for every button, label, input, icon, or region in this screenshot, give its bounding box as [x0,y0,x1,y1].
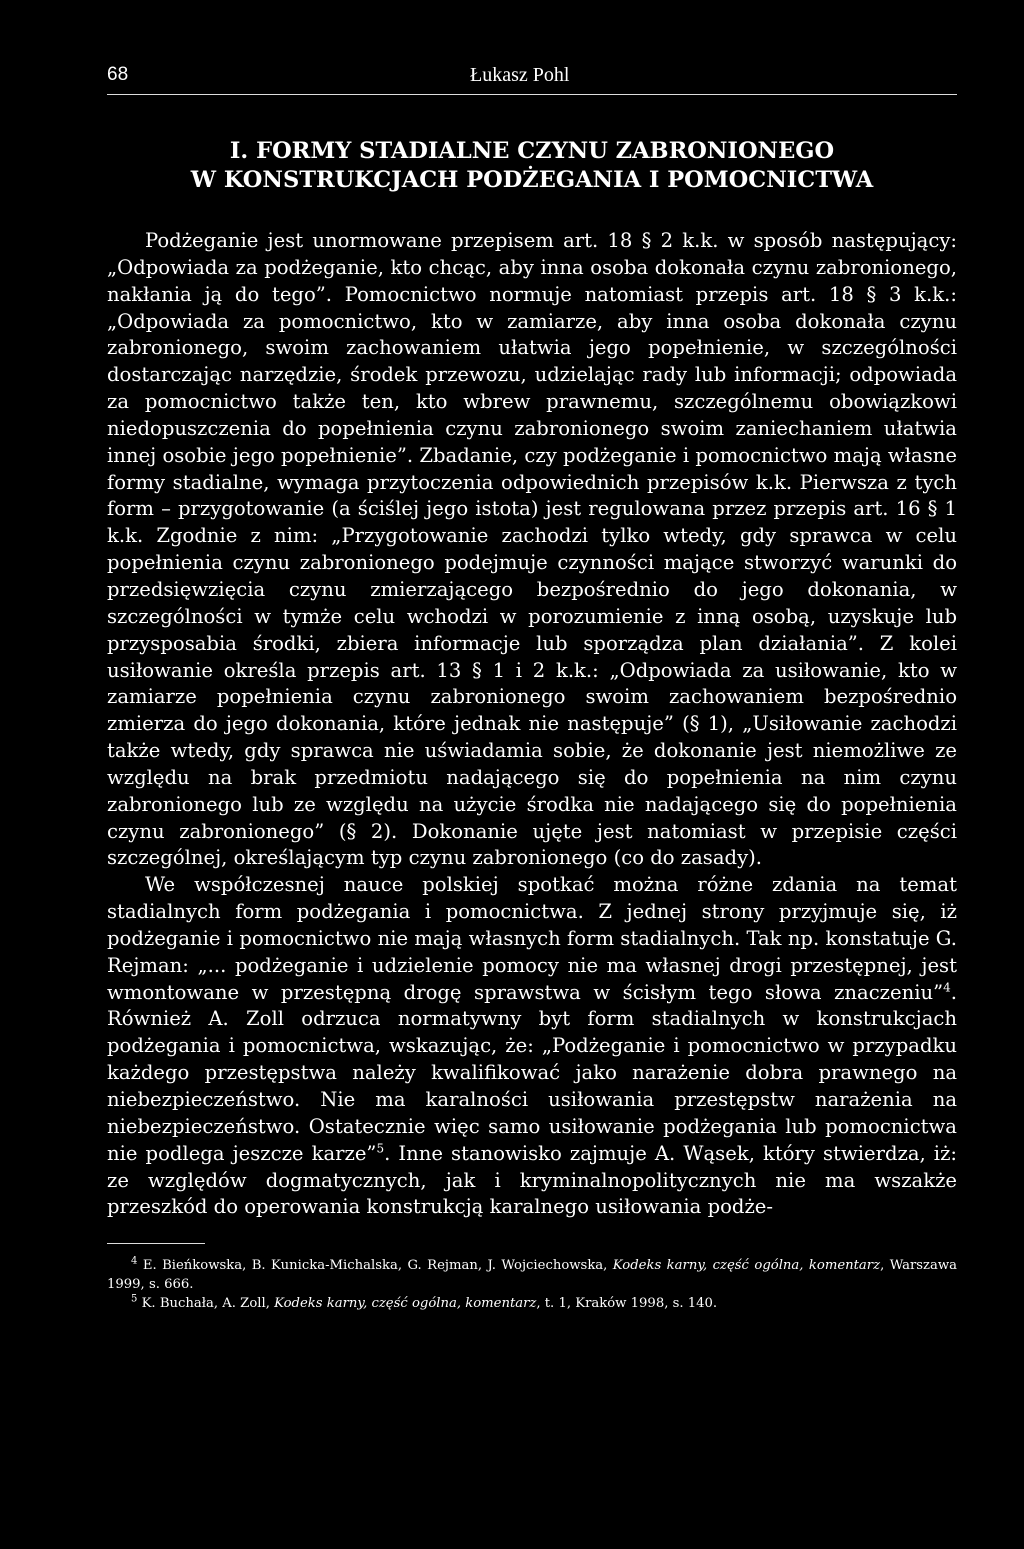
footnote-divider [107,1243,205,1244]
footnote-ref-4: 4 [943,980,951,995]
footnote-4-imprint: , Warszawa 1999, s. 666. [107,1258,957,1293]
paragraph-2-text-a: We współczesnej nauce polskiej spotkać można różne zdania na temat stadialnych form podżegania i pomocnictwa. Z jednej strony przyjmuje się, iż podżeganie i pomocnictwo nie mają własnych form stadialnych. Tak np. konstatuje G. Rejman: „... podżeganie i udzielenie pomocy nie ma własnej drogi przestępnej, jest wmontowane w przestępną drogę sprawstwa w ścisłym tego słowa znaczeniu” [107,873,957,1004]
running-head-author: Łukasz Pohl [470,64,570,86]
footnote-5-authors: K. Buchała, A. Zoll, [141,1296,275,1312]
chapter-title [107,137,957,195]
footnote-ref-5: 5 [376,1141,385,1156]
paragraph-1: Podżeganie jest unormowane przepisem art. 18 § 2 k.k. w sposób następujący: „Odpowiada za podżeganie, kto chcąc, aby inna osoba dokonała czynu zabronionego, nakłania ją do tego”. Pomocnictwo normuje natomiast przepis art. 18 § 3 k.k.: „Odpowiada za pomocnictwo, kto w zamiarze, aby inna osoba dokonała czynu zabronionego, swoim zachowaniem ułatwia jego popełnienie, w szczególności dostarczając narzędzie, środek przewozu, udzielając rady lub informacji; odpowiada za pomocnictwo także ten, kto wbrew prawnemu, szczególnemu obowiązkowi niedopuszczenia do popełnienia czynu zabronionego swoim zaniechaniem ułatwia innej osobie jego popełnienie”. Zbadanie, czy podżeganie i pomocnictwo mają własne formy stadialne, wymaga przytoczenia odpowiednich przepisów k.k. Pierwsza z tych form – przygotowanie (a ściślej jego istota) jest regulowana przez przepis art. 16 § 1 k.k. Zgodnie z nim: „Przygotowanie zachodzi tylko wtedy, gdy sprawca w celu popełnienia czynu zabronionego podejmuje czynności mające stworzyć warunki do przedsięwzięcia czynu zmierzającego bezpośrednio do jego dokonania, w szczególności w tymże celu wchodzi w porozumienie z inną osobą, uzyskuje lub przysposabia środki, zbiera informacje lub sporządza plan działania”. Z kolei usiłowanie określa przepis art. 13 § 1 i 2 k.k.: „Odpowiada za usiłowanie, kto w zamiarze popełnienia czynu zabronionego swoim zachowaniem bezpośrednio zmierza do jego dokonania, które jednak nie następuje” (§ 1), „Usiłowanie zachodzi także wtedy, gdy sprawca nie uświadamia sobie, że dokonanie jest niemożliwe ze względu na brak przedmiotu nadającego się do popełnienia na nim czynu zabronionego lub ze względu na użycie środka nie nadającego się do popełnienia czynu zabronionego” (§ 2). Dokonanie ujęte jest natomiast w przepisie części szczególnej, określającym typ czynu zabronionego (co do zasady). [107,229,957,870]
footnote-4-authors: E. Bieńkowska, B. Kunicka-Michalska, G. Rejman, J. Wojciechowska, [142,1258,613,1274]
footnote-4 [107,1256,957,1294]
paragraph-2 [107,872,957,1221]
footnote-5 [107,1294,957,1313]
body-text [107,228,957,1221]
paragraph-2-text-c: . Inne stanowisko zajmuje A. Wąsek, który stwierdza, iż: ze względów dogmatycznych, jak i kryminalnopolitycznych nie ma wszakże przeszkód do operowania konstrukcją karalnego usiłowania podże- [107,1141,957,1219]
footnotes [107,1243,957,1313]
page-header [107,62,957,95]
chapter-title-line-2: W KONSTRUKCJACH PODŻEGANIA I POMOCNICTWA [190,167,874,193]
footnote-5-title: Kodeks karny, część ogólna, komentarz [274,1296,537,1312]
footnote-4-title: Kodeks karny, część ogólna, komentarz [612,1258,881,1274]
chapter-title-line-1: I. FORMY STADIALNE CZYNU ZABRONIONEGO [229,138,835,164]
document-page [107,62,957,1313]
footnote-5-mark: 5 [131,1293,138,1305]
page-number: 68 [107,64,129,85]
footnote-4-mark: 4 [131,1255,138,1267]
paragraph-2-text-b: . Również A. Zoll odrzuca normatywny byt form stadialnych w konstrukcjach podżegania i pomocnictwa, wskazując, że: „Podżeganie i pomocnictwo w przypadku każdego przestępstwa należy kwalifikować jako narażenie dobra prawnego na niebezpieczeństwo. Nie ma karalności usiłowania przestępstw narażenia na niebezpieczeństwo. Ostatecznie więc samo usiłowanie podżegania lub pomocnictwa nie podlega jeszcze karze” [107,980,957,1165]
footnote-5-imprint: , t. 1, Kraków 1998, s. 140. [536,1296,718,1312]
